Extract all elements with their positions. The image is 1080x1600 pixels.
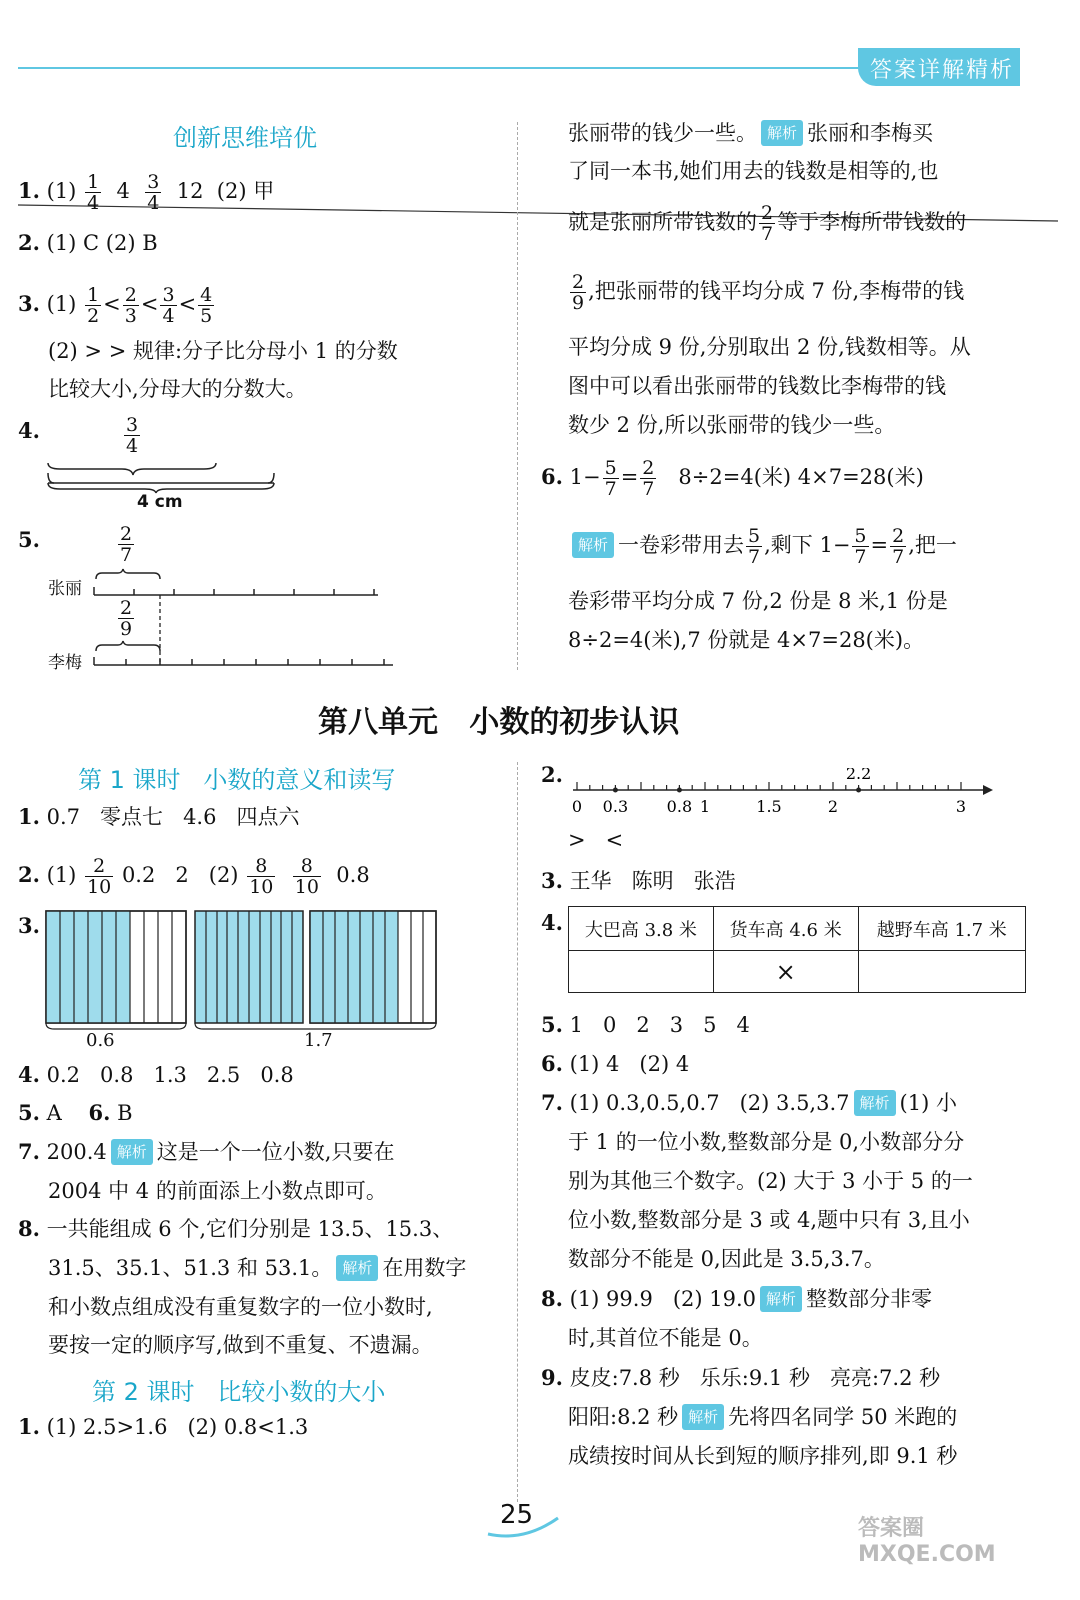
fraction: $\frac{2}{10}$ [87,855,112,898]
rb-q5: 5. 1 0 2 3 5 4 [541,1012,750,1037]
rb-q7-line4: 位小数,整数部分是 3 或 4,题中只有 3,且小 [568,1208,970,1232]
lesson-heading: 第 2 课时 比较小数的大小 [92,1378,386,1406]
lb-q7: 7. 200.4 解析 这是一个一位小数,只要在 [18,1139,395,1164]
question-number: 5. [541,1012,563,1037]
question-number: 2. [18,230,40,255]
fraction: $\frac{2}{7}$ [120,523,133,566]
less-than: < [103,292,121,316]
table-header: 货车高 4.6 米 [713,907,858,951]
question-number: 2. [541,762,563,787]
question-number: 8. [18,1216,40,1241]
question-number: 7. [18,1139,40,1164]
number-line-point [677,788,682,793]
column-divider-bottom [517,762,518,1502]
rb-q9-line2: 阳阳:8.2 秒 解析 先将四名同学 50 米跑的 [568,1405,958,1429]
rt-line1: 张丽带的钱少一些。 解析 张丽和李梅买 [568,121,934,145]
lesson-heading: 第 1 课时 小数的意义和读写 [78,766,396,794]
analysis-tag: 解析 [111,1139,153,1165]
table-cell [858,951,1025,993]
question-number: 3. [18,291,40,316]
question-number: 2. [18,862,40,887]
rt-line5: 平均分成 9 份,分别取出 2 份,钱数相等。从 [568,335,971,359]
analysis-tag: 解析 [854,1090,896,1116]
fraction: $\frac{2}{9}$ [120,597,133,640]
q3-answer [18,285,216,326]
analysis-tag: 解析 [682,1404,724,1430]
page-number-swoosh [484,1512,564,1540]
q6-answer: 6. 1− $\frac{5}{7}$ = $\frac{2}{7}$ 8÷2=4(米) 4×7=28(米) [541,457,924,500]
fraction: $\frac{3}{4}$ [126,414,139,457]
unit-title: 第八单元 小数的初步认识 [318,705,680,740]
fraction: $\frac{5}{7}$ [854,525,867,568]
lb-q8-line4: 要按一定的顺序写,做到不重复、不遗漏。 [48,1333,433,1357]
q2-answer [18,230,158,256]
table-cell-mark: × [713,951,858,993]
question-number: 4. [541,910,563,935]
column-divider-top [517,122,518,670]
rb-q7-line3: 别为其他三个数字。(2) 大于 3 小于 5 的一 [568,1169,973,1193]
lb-q1: 1. 0.7 零点七 4.6 四点六 [18,804,300,829]
lb-q5-q6: 5. A 6. B [18,1100,133,1125]
less-than: < [178,292,197,316]
page-number: 25 [500,1500,534,1530]
vehicle-table [568,906,1026,993]
question-number: 3. [18,913,40,938]
rb-q9-line3: 成绩按时间从长到短的顺序排列,即 9.1 秒 [568,1444,958,1468]
fraction: $\frac{2}{7}$ [892,525,905,568]
fraction: $\frac{3}{4}$ [162,284,175,327]
answer-text: (1) C (2) B [46,231,158,255]
lb-q2: 2. (1) $\frac{2}{10}$ 0.2 2 (2) $\frac{8}{10}$ $\frac{8}{10}$ 0.8 [18,855,370,898]
q4-brace-diagram [40,455,290,495]
question-number: 9. [541,1365,563,1390]
lb-q1b: 1. (1) 2.5>1.6 (2) 0.8<1.3 [18,1414,309,1439]
fraction: $\frac{4}{5}$ [200,284,213,327]
header-badge-text: 答案详解精析 [870,58,1015,83]
rb-q3: 3. 王华 陈明 张浩 [541,868,736,893]
header-rule [18,67,863,69]
rb-q7-line5: 数部分不能是 0,因此是 3.5,3.7。 [568,1247,885,1271]
rt-line2: 了同一本书,她们用去的钱数是相等的,也 [568,159,939,183]
fraction: $\frac{8}{10}$ [249,855,274,898]
question-number: 3. [541,868,563,893]
fraction: $\frac{2}{9}$ [572,271,585,314]
q3-grid-diagram [40,905,450,1030]
number-line [565,768,995,820]
less-than: < [140,292,159,316]
lb-q4: 4. 0.2 0.8 1.3 2.5 0.8 [18,1062,294,1087]
question-number: 1. [18,178,40,203]
lb-q8: 8. 一共能组成 6 个,它们分别是 13.5、15.3、 [18,1216,454,1241]
fraction: $\frac{2}{7}$ [761,202,774,245]
name-label: 张丽 [48,579,82,599]
lb-q8-line3: 和小数点组成没有重复数字的一位小数时, [48,1295,433,1319]
question-number: 4. [18,1062,40,1087]
table-cell [569,951,714,993]
part-answer: (2) 甲 [216,179,275,203]
analysis-tag: 解析 [760,1286,802,1312]
q6-explain-line1: 解析 一卷彩带用去 $\frac{5}{7}$ ,剩下 1− $\frac{5}{7}$ = $\frac{2}{7}$ ,把一 [568,526,957,567]
rb-q8-line2: 时,其首位不能是 0。 [568,1326,763,1350]
fraction: $\frac{5}{7}$ [748,525,761,568]
name-label: 李梅 [48,653,82,673]
number-line-point [613,788,618,793]
compare-signs: > < [568,828,624,852]
number-line-point [856,788,861,793]
question-number: 4. [18,418,40,443]
question-number: 6. [88,1100,111,1125]
fraction: $\frac{2}{3}$ [124,284,137,327]
fraction: $\frac{5}{7}$ [604,457,617,500]
rt-line7: 数少 2 份,所以张丽带的钱少一些。 [568,413,896,437]
watermark: 答案圈 MXQE.COM [858,1516,996,1567]
q4-length-label: 4 cm [137,492,183,512]
fraction: $\frac{8}{10}$ [294,855,319,898]
rt-line6: 图中可以看出张丽带的钱数比李梅带的钱 [568,374,946,398]
fraction: $\frac{2}{7}$ [642,457,655,500]
question-number: 7. [541,1090,563,1115]
question-number: 6. [541,464,563,489]
rb-q7: 7. (1) 0.3,0.5,0.7 (2) 3.5,3.7 解析 (1) 小 [541,1090,957,1115]
value: 4 [116,179,130,203]
number-line-label: 1.5 [756,797,782,816]
number-line-label: 3 [955,797,967,816]
question-number: 8. [541,1286,563,1311]
q5-segment-diagram [88,565,398,670]
fraction: $\frac{1}{4}$ [87,171,100,214]
analysis-tag: 解析 [572,532,614,558]
section-heading: 创新思维培优 [173,124,317,152]
lb-q7-line2: 2004 中 4 的前面添上小数点即可。 [48,1179,387,1203]
number-line-label: 2 [827,797,839,816]
analysis-tag: 解析 [336,1255,378,1281]
lb-q8-line2: 31.5、35.1、51.3 和 53.1。 解析 在用数字 [48,1256,467,1280]
fraction: $\frac{1}{2}$ [87,284,100,327]
grid-label: 1.7 [304,1030,333,1051]
q3-line3: 比较大小,分母大的分数大。 [48,377,307,401]
part-label: (1) [46,292,77,316]
question-number: 5. [18,1100,40,1125]
q3-line2: (2) > > 规律:分子比分母小 1 的分数 [48,339,398,363]
rb-q6: 6. (1) 4 (2) 4 [541,1051,690,1076]
rb-q8: 8. (1) 99.9 (2) 19.0 解析 整数部分非零 [541,1286,933,1311]
rb-q7-line2: 于 1 的一位小数,整数部分是 0,小数部分分 [568,1130,965,1154]
question-number: 1. [18,1414,40,1439]
question-number: 6. [541,1051,563,1076]
fraction: $\frac{3}{4}$ [147,171,160,214]
value: 12 [176,179,204,203]
q6-explain-line3: 8÷2=4(米),7 份就是 4×7=28(米)。 [568,628,925,652]
number-line-label: 0.3 [602,797,629,816]
question-number: 5. [18,527,40,552]
q1-answer [18,172,274,213]
rt-line4: $\frac{2}{9}$ ,把张丽带的钱平均分成 7 份,李梅带的钱 [572,271,965,314]
number-line-label: 1 [699,797,711,816]
analysis-tag: 解析 [761,120,803,146]
table-header: 大巴高 3.8 米 [569,907,714,951]
grid-label: 0.6 [86,1030,115,1051]
number-line-label: 0.8 [666,797,693,816]
q6-explain-line2: 卷彩带平均分成 7 份,2 份是 8 米,1 份是 [568,589,948,613]
number-line-top-label: 2.2 [845,768,872,783]
number-line-label: 0 [571,797,583,816]
rb-q9: 9. 皮皮:7.8 秒 乐乐:9.1 秒 亮亮:7.2 秒 [541,1365,941,1390]
rt-line3: 就是张丽所带钱数的 $\frac{2}{7}$ 等于李梅所带钱数的 [568,202,967,245]
part-label: (1) [46,179,77,203]
question-number: 1. [18,804,40,829]
table-header: 越野车高 1.7 米 [858,907,1025,951]
